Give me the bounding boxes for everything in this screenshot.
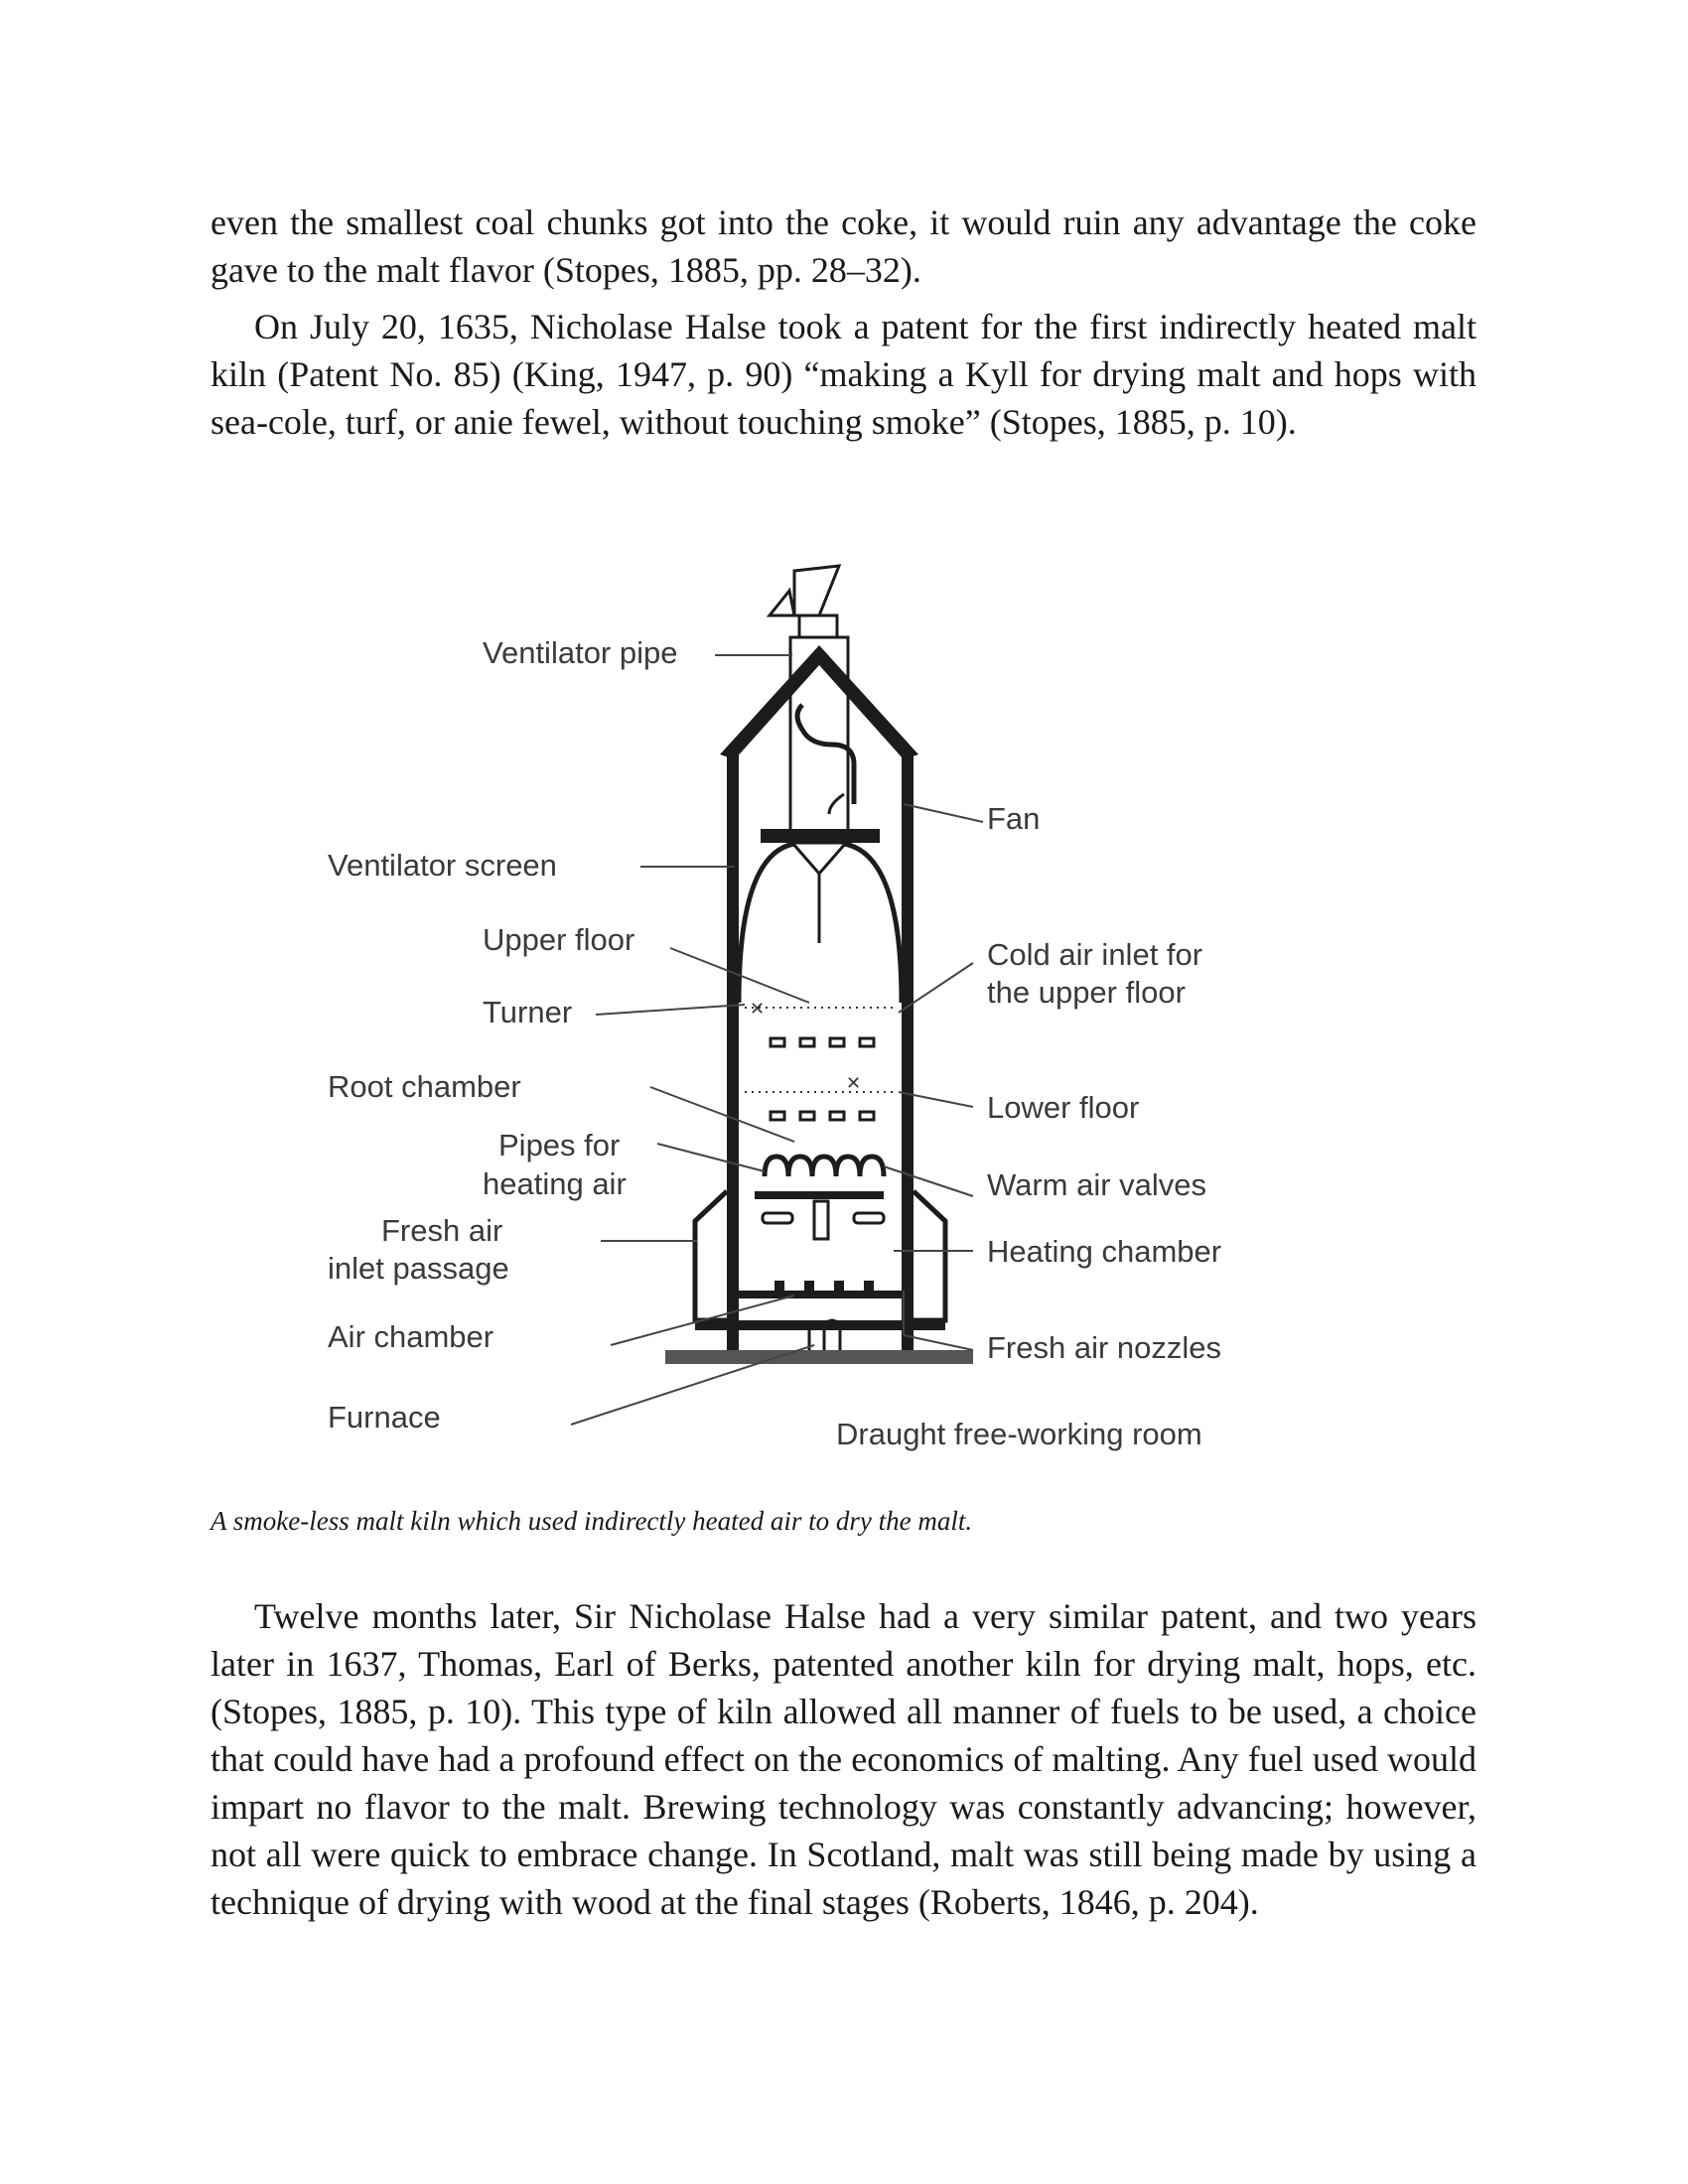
chimney-cowl — [770, 566, 839, 637]
label-cold-air-inlet-1: Cold air inlet for — [987, 937, 1203, 972]
paragraph-1: even the smallest coal chunks got into the coke, it would ruin any advantage the coke gave to the malt flavor (Stopes, 1885, pp. 28–32). — [211, 203, 1477, 290]
label-pipes-1: Pipes for — [498, 1128, 621, 1162]
fan-duct — [797, 705, 854, 804]
dome-right — [844, 844, 902, 1003]
left-lean-to — [695, 1191, 727, 1320]
label-furnace: Furnace — [328, 1400, 441, 1434]
label-fresh-air-1: Fresh air — [381, 1213, 503, 1248]
label-ventilator-screen: Ventilator screen — [328, 848, 557, 883]
label-fresh-air-2: inlet passage — [328, 1251, 509, 1286]
label-fan: Fan — [987, 801, 1041, 836]
label-ventilator-pipe: Ventilator pipe — [483, 635, 678, 670]
label-root-chamber: Root chamber — [328, 1069, 521, 1104]
svg-text:✕: ✕ — [750, 999, 766, 1020]
label-lower-floor: Lower floor — [987, 1090, 1140, 1125]
label-air-chamber: Air chamber — [328, 1319, 494, 1354]
kiln-diagram — [328, 556, 1370, 1469]
paragraph-2: On July 20, 1635, Nicholase Halse took a patent for the first indirectly heated malt kiln (Patent No. 85) (King, 1947, p. 90) “making a Kyll for drying malt and hops with sea-cole, turf, or anie fewel, without touching smoke” (Stopes, 1885, p. 10). — [211, 307, 1477, 442]
left-wall — [727, 754, 739, 1350]
svg-text:✕: ✕ — [846, 1073, 862, 1094]
label-pipes-2: heating air — [483, 1166, 627, 1201]
heating-chamber-shape — [763, 1201, 884, 1239]
lower-windows — [771, 1112, 874, 1120]
right-wall — [902, 754, 914, 1350]
label-warm-air-valves: Warm air valves — [987, 1167, 1207, 1202]
kiln-diagram-svg — [328, 556, 1370, 1469]
figure-caption: A smoke-less malt kiln which used indirectly heated air to dry the malt. — [211, 1506, 973, 1536]
label-draught-room: Draught free-working room — [836, 1417, 1202, 1451]
label-fresh-air-nozzles: Fresh air nozzles — [987, 1330, 1222, 1365]
label-heating-chamber: Heating chamber — [987, 1234, 1222, 1269]
upper-windows — [771, 1038, 874, 1046]
ventilator-screen-shape — [761, 829, 880, 843]
paragraph-3: Twelve months later, Sir Nicholase Halse had a very similar patent, and two years later in 1637, Thomas, Earl of Berks, patented another kiln for drying malt, hops, etc. (Stopes, 1885, p. 10). This type of kiln allowed all manner of fuels to be used, a choice that could have had a profound effect on the economics of malting. Any fuel used would impart no flavor to the malt. Brewing technology was constantly advancing; however, not all were quick to embrace change. In Scotland, malt was still being made by using a technique of drying with wood at the final stages (Roberts, 1846, p. 204). — [211, 1596, 1477, 1922]
label-cold-air-inlet-2: the upper floor — [987, 975, 1186, 1010]
right-lean-to — [914, 1191, 945, 1320]
label-turner: Turner — [483, 995, 573, 1029]
label-upper-floor: Upper floor — [483, 922, 635, 957]
ventilator-pipe-shape — [790, 637, 848, 836]
heating-pipes — [765, 1157, 884, 1176]
kiln-base — [695, 1320, 945, 1330]
ground — [665, 1350, 973, 1364]
